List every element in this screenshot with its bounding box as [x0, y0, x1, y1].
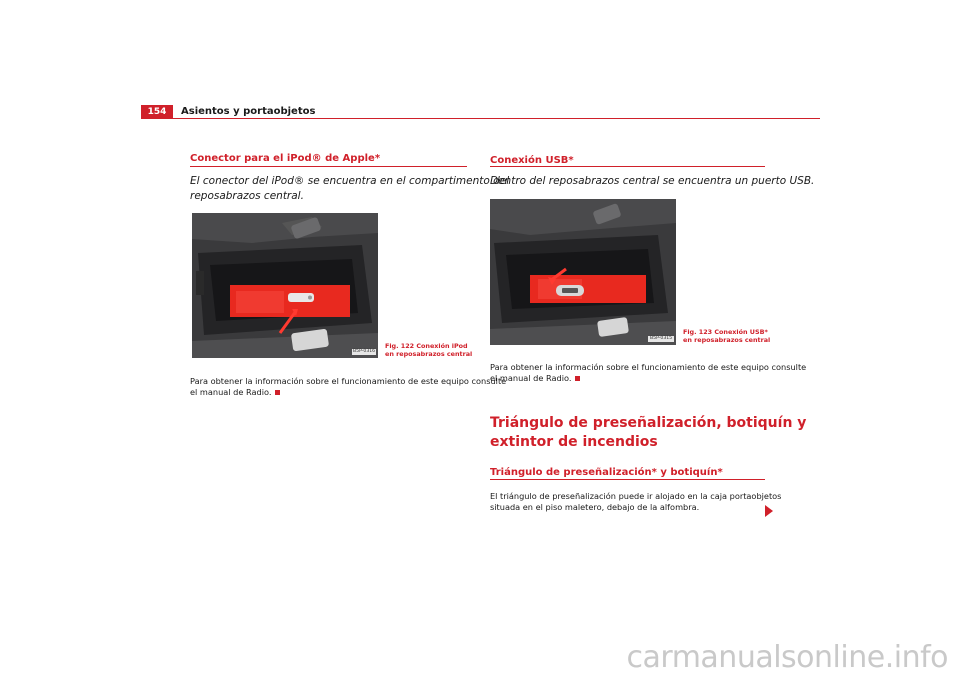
- body-text-ipod: Para obtener la información sobre el funcionamiento de este equipo consulte el manual de Radio.: [190, 376, 507, 397]
- main-title-safety-equipment: Triángulo de preseñalización, botiquín y extintor de incendios: [490, 415, 807, 450]
- body-text-usb: Para obtener la información sobre el funcionamiento de este equipo consulte el manual de Radio.: [490, 362, 807, 383]
- subsection-title-triangle: Triángulo de preseñalización* y botiquín*: [490, 467, 723, 478]
- figure-code: B5P-0316: [353, 349, 376, 354]
- square-icon: [275, 390, 280, 395]
- figure-ipod-armrest: [192, 213, 378, 358]
- figure-caption-122: Fig. 122 Conexión iPod en reposabrazos central: [385, 342, 473, 358]
- watermark: carmanualsonline.info: [626, 640, 948, 675]
- triangle-right-icon[interactable]: [765, 505, 773, 517]
- section-title-usb: Conexión USB*: [490, 155, 574, 166]
- armrest-usb-illustration: [490, 199, 676, 345]
- running-title: Asientos y portaobjetos: [181, 106, 316, 117]
- body-text-triangle: El triángulo de preseñalización puede ir alojado en la caja portaobjetos situada en el piso maletero, debajo de la alfombra.: [490, 491, 782, 512]
- figure-code: B5P-0315: [650, 336, 673, 341]
- section-rule: [490, 166, 765, 167]
- figure-caption-123: Fig. 123 Conexión USB* en reposabrazos central: [683, 328, 771, 344]
- lead-paragraph-ipod: El conector del iPod® se encuentra en el compartimento del reposabrazos central.: [190, 175, 510, 202]
- section-rule: [490, 479, 765, 480]
- lead-paragraph-usb: Dentro del reposabrazos central se encuentra un puerto USB.: [490, 175, 815, 187]
- page-number: 154: [141, 105, 173, 119]
- square-icon: [575, 376, 580, 381]
- section-title-ipod: Conector para el iPod® de Apple*: [190, 153, 381, 164]
- section-rule: [190, 166, 467, 167]
- header-rule: [173, 118, 820, 119]
- figure-usb-armrest: [490, 199, 676, 345]
- armrest-ipod-illustration: [192, 213, 378, 358]
